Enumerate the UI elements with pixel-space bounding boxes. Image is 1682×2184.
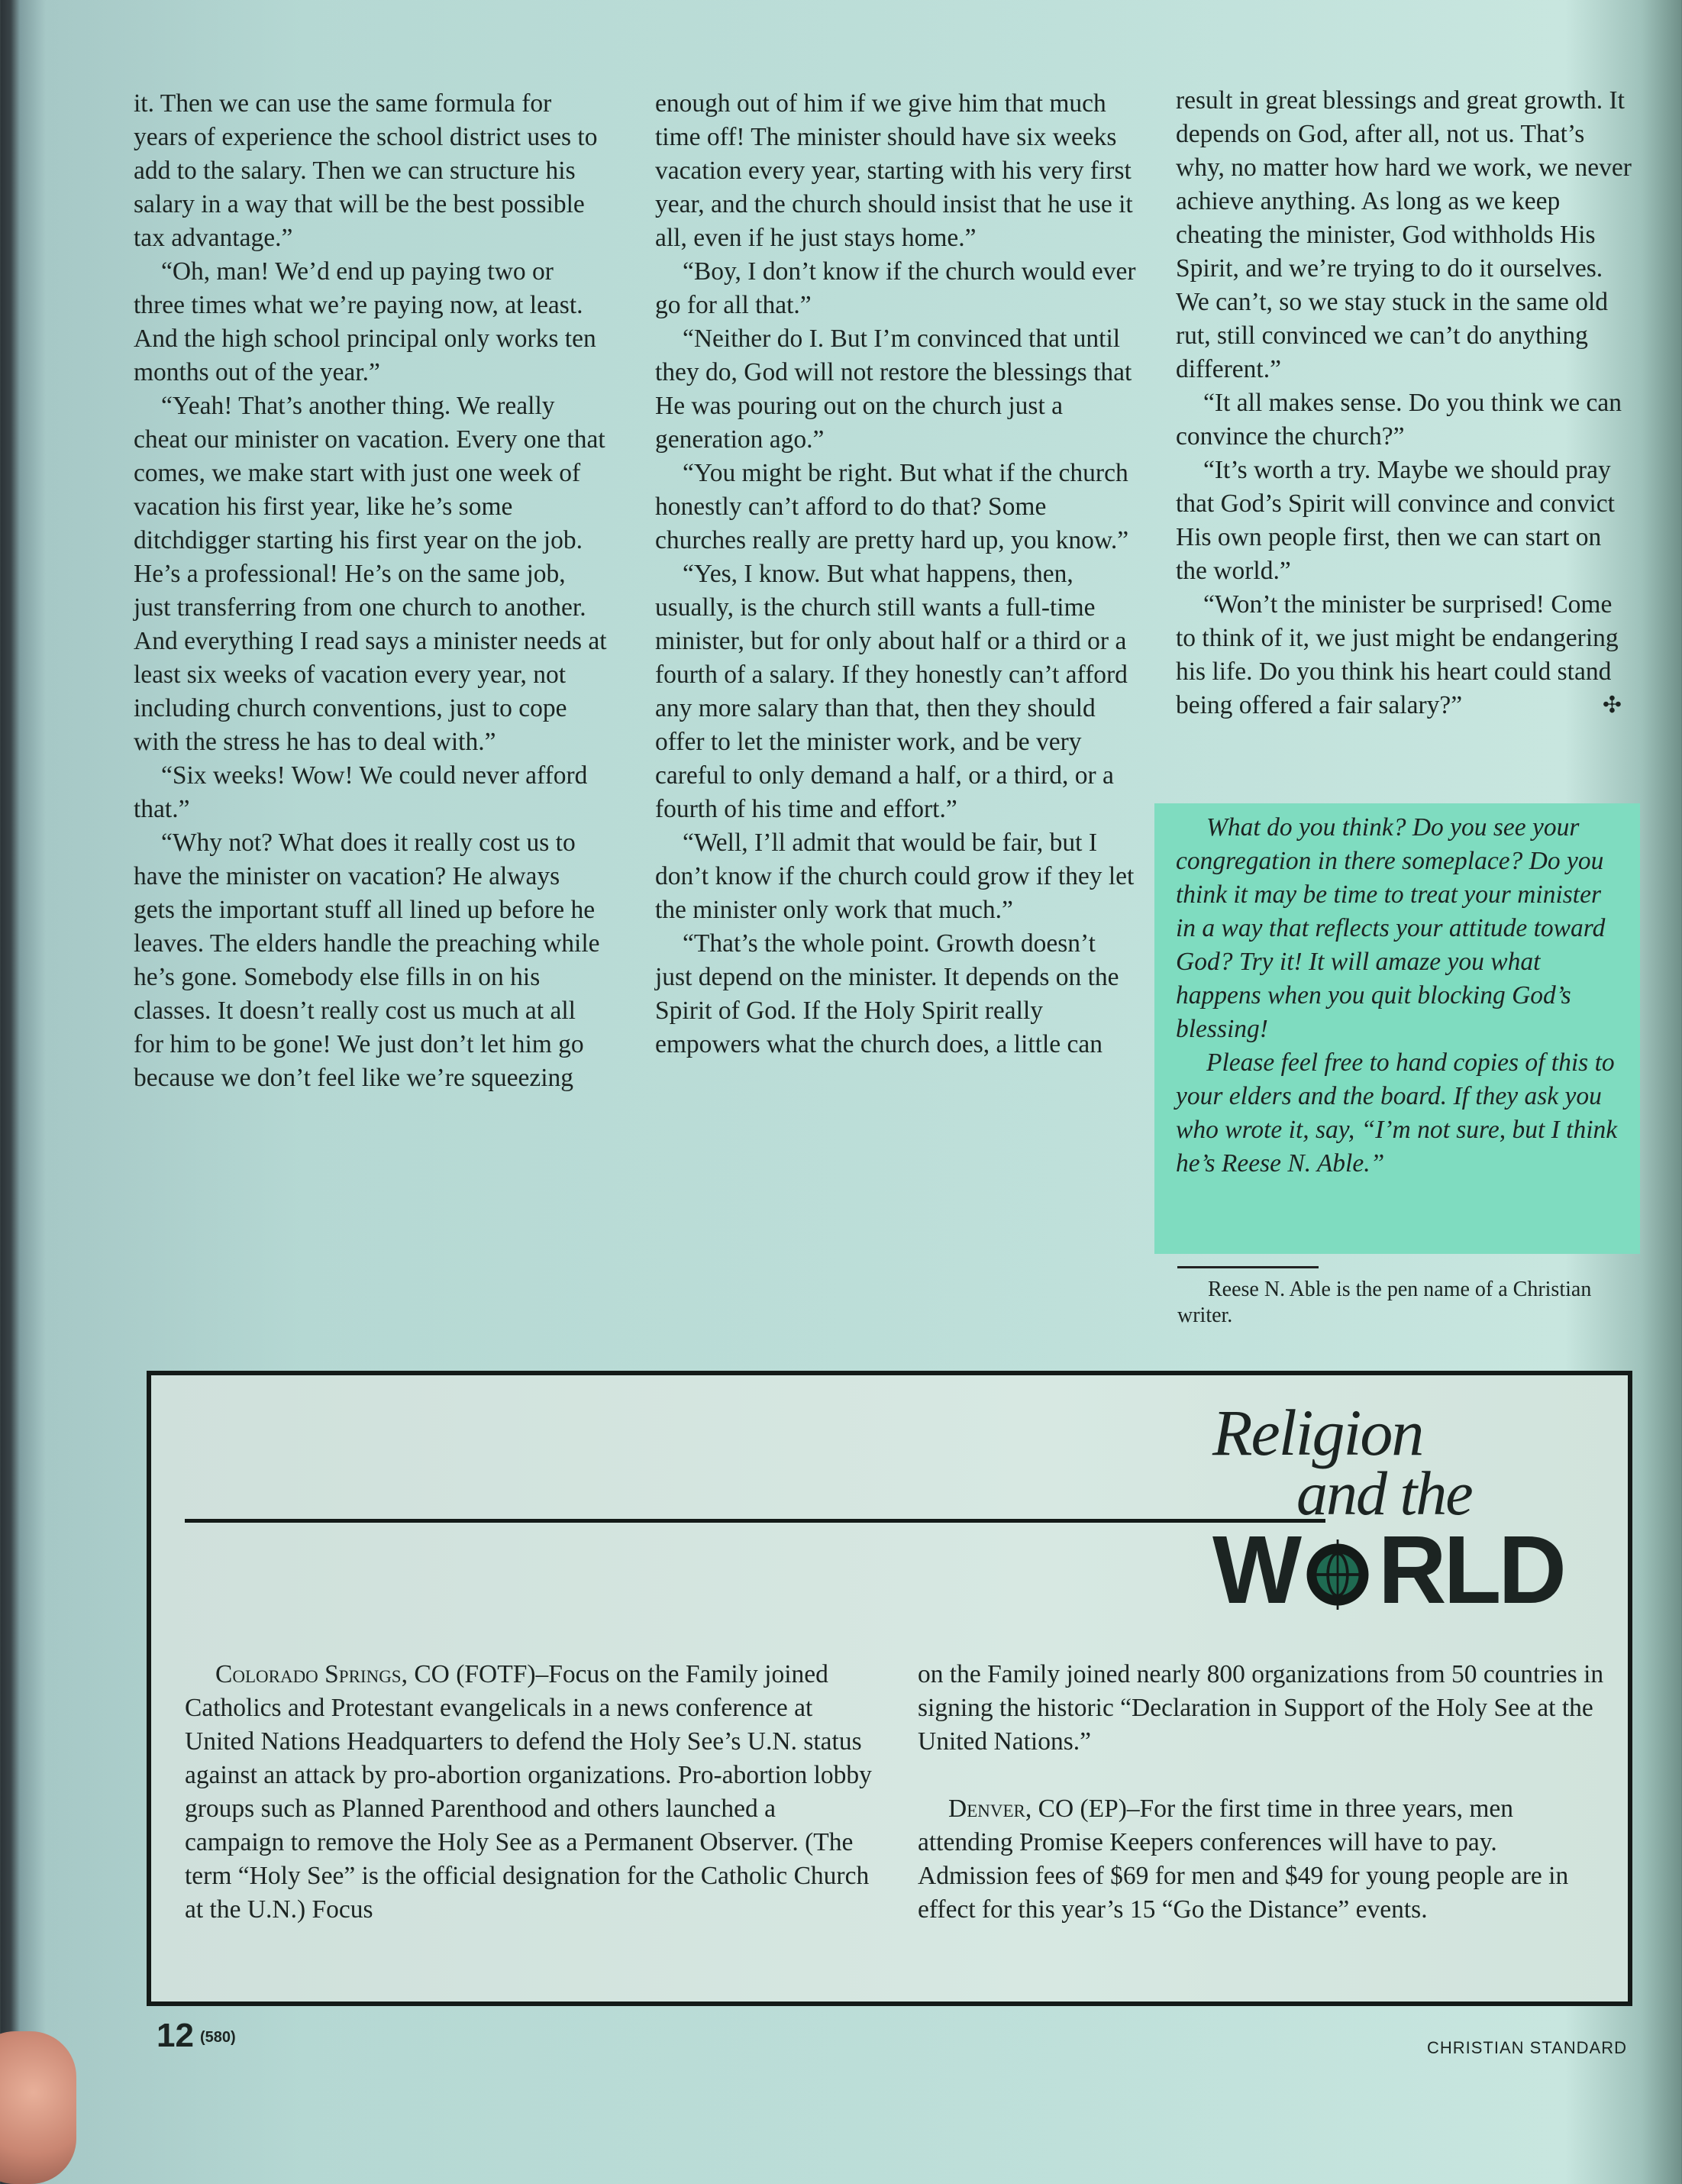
news-item <box>185 1658 872 1927</box>
paragraph: “Yeah! That’s another thing. We really cheat our minister on vacation. Every one that comes, we make start with just one week of vacation his first year, like he’s some ditchdigger starting his first year on the job. He’s a professional! He’s on the same job, just transferring from one church to another. And everything I read says a minister needs at least six weeks of vacation every year, not including church conventions, just to cope with the stress he has to deal with.” <box>134 392 607 756</box>
divider <box>1177 1266 1319 1268</box>
end-of-article-icon: ✣ <box>1602 693 1622 718</box>
news-dateline: Denver, CO <box>948 1795 1074 1823</box>
page-number-main: 12 <box>157 2017 194 2054</box>
news-item-continued: on the Family joined nearly 800 organizations from 50 countries in signing the historic “Declaration in Support of the Holy See at the United Nations.” <box>918 1660 1604 1756</box>
paragraph: “Yes, I know. But what happens, then, usually, is the church still wants a full-time minister, but for only about half or a third or a fourth of a salary. If they honestly can’t afford any more salary than that, then they should offer to let the minister work, and be very careful to only demand a half, or a third, or a fourth of his time and effort.” <box>655 560 1128 823</box>
page-number <box>157 2017 236 2056</box>
news-column-left <box>185 1658 872 1927</box>
section-title-world <box>1212 1516 1564 1624</box>
article-column-2 <box>655 87 1136 1061</box>
author-credit-text: Reese N. Able is the pen name of a Christian writer. <box>1177 1278 1592 1327</box>
paragraph: “Neither do I. But I’m convinced that until they do, God will not restore the blessings that He was pouring out on the church just a generation ago.” <box>655 325 1132 454</box>
paragraph: “Why not? What does it really cost us to have the minister on vacation? He always gets the important stuff all lined up before he leaves. The elders handle the preaching while he’s gone. Somebody else fills in on his classes. It doesn’t really cost us much at all for him to be gone! We just don’t let him go because we don’t feel like we’re squeezing <box>134 829 600 1092</box>
section-title-religion: Religion <box>1212 1396 1423 1469</box>
news-column-right <box>918 1658 1605 1927</box>
paragraph: “Six weeks! Wow! We could never afford that.” <box>134 761 588 823</box>
paragraph: “You might be right. But what if the church honestly can’t afford to do that? Some churches really are pretty hard up, you know.” <box>655 459 1129 554</box>
paragraph: enough out of him if we give him that much time off! The minister should have six weeks vacation every year, starting with his very first year, and the church should insist that he use it all, even if he just stays home.” <box>655 89 1133 252</box>
page-number-sequence: (580) <box>199 2029 236 2047</box>
news-body: (EP)–For the first time in three years, men attending Promise Keepers conferences will have to pay. Admission fees of $69 for men and $49 for young people are in effect for this year’s 15 “Go the Distance” events. <box>918 1795 1569 1924</box>
news-dateline: Colorado Springs, CO <box>215 1660 450 1688</box>
religion-and-the-world-box <box>147 1371 1632 2006</box>
paragraph: “Oh, man! We’d end up paying two or three times what we’re paying now, at least. And the high school principal only works ten months out of the year.” <box>134 257 596 386</box>
paragraph: it. Then we can use the same formula for years of experience the school district uses to add to the salary. Then we can structure his salary in a way that will be the best possible tax advantage.” <box>134 89 598 252</box>
paragraph: result in great blessings and great growth. It depends on God, after all, not us. That’s why, no matter how hard we work, we never achieve anything. As long as we keep cheating the minister, God withholds His Spirit, and we’re trying to do it ourselves. We can’t, so we stay stuck in the same old rut, still convinced we can’t do anything different.” <box>1176 86 1632 383</box>
author-credit <box>1177 1277 1613 1329</box>
article-column-3 <box>1176 84 1634 722</box>
paragraph: “It’s worth a try. Maybe we should pray that God’s Spirit will convince and convict His own people first, then we can start on the world.” <box>1176 456 1615 585</box>
section-title-and-the: and the <box>1296 1459 1472 1528</box>
magazine-name: CHRISTIAN STANDARD <box>1426 2038 1627 2057</box>
paragraph: “That’s the whole point. Growth doesn’t just depend on the minister. It depends on the Spirit of God. If the Holy Spirit really empowers what the church does, a little can <box>655 929 1119 1058</box>
globe-icon <box>1303 1539 1373 1610</box>
paragraph <box>1176 588 1634 722</box>
world-letter-w: W <box>1212 1516 1299 1624</box>
heading-rule <box>185 1519 1325 1523</box>
callout-paragraph: Please feel free to hand copies of this to your elders and the board. If they ask you who wrote it, say, “I’m not sure, but I think he’s Reese N. Able.” <box>1176 1048 1618 1178</box>
callout-box <box>1154 803 1640 1254</box>
news-body: (FOTF)–Focus on the Family joined Catholics and Protestant evangelicals in a news conference at United Nations Headquarters to defend the Holy See’s U.N. status against an attack by pro-abortion organizations. Pro-abortion lobby groups such as Planned Parenthood and others launched a campaign to remove the Holy See as a Permanent Observer. (The term “Holy See” is the official designation for the Catholic Church at the U.N.) Focus <box>185 1660 872 1924</box>
paragraph: “Boy, I don’t know if the church would ever go for all that.” <box>655 257 1136 319</box>
paragraph: “It all makes sense. Do you think we can convince the church?” <box>1176 389 1622 451</box>
paragraph-text: “Won’t the minister be surprised! Come to think of it, we just might be endangering his life. Do you think his heart could stand being offered a fair salary?” <box>1176 590 1619 719</box>
world-letters-rld: RLD <box>1378 1516 1564 1624</box>
news-item <box>918 1792 1605 1927</box>
callout-paragraph: What do you think? Do you see your congregation in there someplace? Do you think it may be time to treat your minister in a way that reflects your attitude toward God? Try it! It will amaze you what happens when you quit blocking God’s blessing! <box>1176 813 1606 1043</box>
thumb-edge <box>0 2031 76 2184</box>
paragraph: “Well, I’ll admit that would be fair, but I don’t know if the church could grow if they let the minister only work that much.” <box>655 829 1135 924</box>
article-column-1 <box>134 87 607 1095</box>
